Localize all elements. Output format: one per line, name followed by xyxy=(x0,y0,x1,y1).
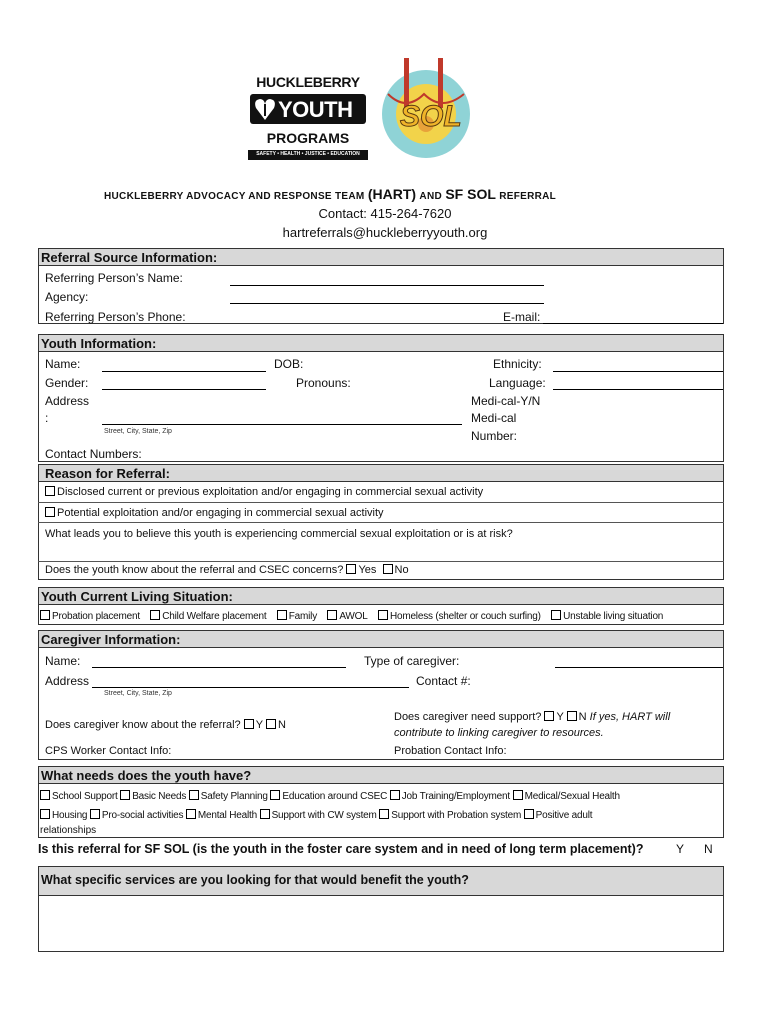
contact-numbers-label: Contact Numbers: xyxy=(45,447,142,461)
logo-sol-text: SOL xyxy=(400,100,462,133)
need-checkbox[interactable] xyxy=(40,809,50,819)
need-checkbox[interactable] xyxy=(513,790,523,800)
checkbox-icon[interactable] xyxy=(45,507,55,517)
needs-row-3: relationships xyxy=(40,825,97,836)
logo-youth-text: YOUTH xyxy=(278,97,353,122)
referrer-email-field[interactable] xyxy=(543,323,723,324)
form-title xyxy=(104,186,556,202)
need-label: School Support xyxy=(52,791,118,802)
living-option: Unstable living situation xyxy=(563,611,664,622)
caregiver-support-question xyxy=(394,711,670,723)
need-checkbox[interactable] xyxy=(524,809,534,819)
living-option: Homeless (shelter or couch surfing) xyxy=(389,611,541,622)
youth-address-label: Address xyxy=(45,394,90,408)
sol-question xyxy=(38,842,724,856)
caregiver-type-label: Type of caregiver: xyxy=(364,654,460,668)
probation-contact-label: Probation Contact Info: xyxy=(394,745,507,757)
need-checkbox[interactable] xyxy=(40,790,50,800)
reason-divider-3 xyxy=(38,561,724,562)
yes-checkbox[interactable] xyxy=(346,564,356,574)
checkbox-icon[interactable] xyxy=(45,486,55,496)
need-checkbox[interactable] xyxy=(270,790,280,800)
medical-yn-label: Medi-cal-Y/N xyxy=(471,394,541,408)
no-label: No xyxy=(394,564,409,576)
needs-row-1 xyxy=(40,790,620,802)
sol-y-option[interactable]: Y xyxy=(676,842,685,856)
need-label: Pro-social activities xyxy=(101,810,184,821)
agency-field[interactable] xyxy=(230,303,544,304)
need-label: Housing xyxy=(52,810,88,821)
dob-label: DOB: xyxy=(274,357,304,371)
need-checkbox[interactable] xyxy=(90,809,100,819)
unstable-checkbox[interactable] xyxy=(551,610,561,620)
caregiver-know-n-checkbox[interactable] xyxy=(266,719,276,729)
living-options xyxy=(40,610,663,622)
ethnicity-field[interactable] xyxy=(553,371,723,372)
title-part-d: SF SOL xyxy=(445,186,496,202)
living-option: Family xyxy=(288,611,317,622)
youth-name-field[interactable] xyxy=(102,371,266,372)
living-option: Probation placement xyxy=(52,611,140,622)
y-label: Y xyxy=(556,711,564,723)
family-checkbox[interactable] xyxy=(277,610,287,620)
caregiver-support-text: Does caregiver need support? xyxy=(394,711,542,723)
caregiver-name-label: Name: xyxy=(45,654,81,668)
youth-address-field[interactable] xyxy=(102,424,462,425)
title-part-a: HUCKLEBERRY ADVOCACY AND RESPONSE TEAM xyxy=(104,191,365,202)
caregiver-know-y-checkbox[interactable] xyxy=(244,719,254,729)
youth-know-question xyxy=(45,564,409,576)
need-checkbox[interactable] xyxy=(189,790,199,800)
logo-huckleberry-text: HUCKLEBERRY xyxy=(256,74,360,90)
services-answer-box[interactable] xyxy=(38,896,724,952)
sf-sol-logo xyxy=(378,54,474,162)
awol-checkbox[interactable] xyxy=(327,610,337,620)
youth-info-heading: Youth Information: xyxy=(38,334,724,352)
title-part-e: REFERRAL xyxy=(499,191,557,202)
no-checkbox[interactable] xyxy=(383,564,393,574)
cps-worker-label: CPS Worker Contact Info: xyxy=(45,745,172,757)
referral-source-heading: Referral Source Information: xyxy=(38,248,724,266)
reason-question: What leads you to believe this youth is experiencing commercial sexual exploitation or is at risk? xyxy=(45,528,513,540)
needs-row-2 xyxy=(40,809,592,821)
youth-know-question-text: Does the youth know about the referral and CSEC concerns? xyxy=(45,564,344,576)
caregiver-type-field[interactable] xyxy=(555,667,723,668)
youth-address-hint: Street, City, State, Zip xyxy=(104,428,172,435)
caregiver-support-n-checkbox[interactable] xyxy=(567,711,577,721)
reason-option-1-label: Disclosed current or previous exploitation and/or engaging in commercial sexual activity xyxy=(57,486,484,498)
yes-label: Yes xyxy=(358,564,377,576)
needs-heading: What needs does the youth have? xyxy=(38,766,724,784)
support-note-2: contribute to linking caregiver to resources. xyxy=(394,727,604,739)
sol-question-text: Is this referral for SF SOL (is the youth in the foster care system and in need of long term placement)? xyxy=(38,842,644,856)
title-part-c: AND xyxy=(419,191,442,202)
need-label: Positive adult xyxy=(535,810,593,821)
need-label: Education around CSEC xyxy=(282,791,388,802)
reason-option-2-label: Potential exploitation and/or engaging in commercial sexual activity xyxy=(57,507,384,519)
youth-info-box xyxy=(38,352,724,462)
support-note-1: If yes, HART will xyxy=(589,711,671,723)
reason-option-2[interactable] xyxy=(45,507,384,519)
caregiver-know-question xyxy=(45,719,286,731)
caregiver-contact-label: Contact #: xyxy=(416,674,471,688)
need-checkbox[interactable] xyxy=(379,809,389,819)
caregiver-address-label: Address xyxy=(45,674,90,688)
agency-label: Agency: xyxy=(45,290,89,304)
caregiver-know-text: Does caregiver know about the referral? xyxy=(45,719,241,731)
need-label: Basic Needs xyxy=(132,791,187,802)
child-welfare-checkbox[interactable] xyxy=(150,610,160,620)
caregiver-address-field[interactable] xyxy=(92,687,409,688)
title-part-b: (HART) xyxy=(367,186,417,202)
need-label: Support with CW system xyxy=(271,810,377,821)
need-label: Job Training/Employment xyxy=(401,791,510,802)
pronouns-label: Pronouns: xyxy=(296,376,351,390)
referrer-phone-label: Referring Person’s Phone: xyxy=(45,310,186,324)
language-label: Language: xyxy=(489,376,546,390)
language-field[interactable] xyxy=(553,389,723,390)
reason-divider-2 xyxy=(38,522,724,523)
youth-address-colon: : xyxy=(45,411,49,425)
medical-label: Medi-cal xyxy=(471,411,517,425)
living-option: Child Welfare placement xyxy=(162,611,267,622)
reason-option-1[interactable] xyxy=(45,486,483,498)
probation-placement-checkbox[interactable] xyxy=(40,610,50,620)
youth-name-label: Name: xyxy=(45,357,81,371)
gender-field[interactable] xyxy=(102,389,266,390)
y-label: Y xyxy=(255,719,263,731)
caregiver-name-field[interactable] xyxy=(92,667,346,668)
need-checkbox[interactable] xyxy=(390,790,400,800)
gender-label: Gender: xyxy=(45,376,89,390)
ethnicity-label: Ethnicity: xyxy=(493,357,542,371)
n-label: N xyxy=(277,719,286,731)
referrer-email-label: E-mail: xyxy=(503,310,541,324)
referrer-name-field[interactable] xyxy=(230,285,544,286)
homeless-checkbox[interactable] xyxy=(378,610,388,620)
need-checkbox[interactable] xyxy=(186,809,196,819)
reason-divider-1 xyxy=(38,502,724,503)
caregiver-heading: Caregiver Information: xyxy=(38,630,724,648)
need-label: Medical/Sexual Health xyxy=(524,791,620,802)
reason-heading: Reason for Referral: xyxy=(38,464,724,482)
need-label: Mental Health xyxy=(197,810,257,821)
need-checkbox[interactable] xyxy=(120,790,130,800)
contact-email: hartreferrals@huckleberryyouth.org xyxy=(282,225,488,240)
logo-programs-text: PROGRAMS xyxy=(266,130,350,146)
contact-phone: Contact: 415-264-7620 xyxy=(318,206,452,221)
living-heading: Youth Current Living Situation: xyxy=(38,587,724,605)
services-heading: What specific services are you looking for that would benefit the youth? xyxy=(38,866,724,896)
caregiver-address-hint: Street, City, State, Zip xyxy=(104,690,172,697)
sol-n-option[interactable]: N xyxy=(704,842,713,856)
referrer-name-label: Referring Person’s Name: xyxy=(45,271,183,285)
caregiver-support-y-checkbox[interactable] xyxy=(544,711,554,721)
medical-number-label: Number: xyxy=(471,429,518,443)
logo-heart-icon xyxy=(254,96,276,122)
n-label: N xyxy=(578,711,587,723)
living-option: AWOL xyxy=(339,611,368,622)
need-label: Support with Probation system xyxy=(391,810,522,821)
need-label: Safety Planning xyxy=(200,791,268,802)
logo-tagline-text: SAFETY • HEALTH • JUSTICE • EDUCATION xyxy=(256,151,360,157)
need-checkbox[interactable] xyxy=(260,809,270,819)
huckleberry-youth-logo xyxy=(248,74,368,164)
